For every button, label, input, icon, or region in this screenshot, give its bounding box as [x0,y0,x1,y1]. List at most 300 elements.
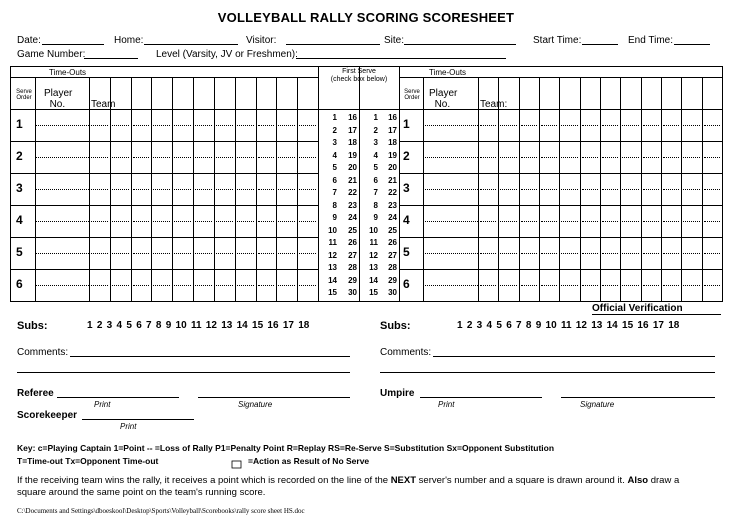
tally-dotted-left[interactable] [133,125,150,126]
running-score-right[interactable]: 29 [348,275,357,285]
tally-dotted-right[interactable] [704,253,720,254]
tally-dotted-right[interactable] [582,253,598,254]
tally-dotted-left[interactable] [91,221,108,222]
tally-dotted-right[interactable] [602,221,618,222]
tally-dotted-right[interactable] [622,157,638,158]
tally-dotted-right[interactable] [500,221,516,222]
running-score-right[interactable]: 24 [388,213,397,222]
tally-dotted-right[interactable] [561,253,577,254]
level-label: Level (Varsity, JV or Freshmen): [156,49,298,60]
running-score-left[interactable]: 3 [332,138,337,147]
tally-dotted-left[interactable] [112,253,129,254]
tally-dotted-left[interactable] [216,253,233,254]
tally-dotted-left[interactable] [299,189,316,190]
tally-dotted-left[interactable] [174,189,191,190]
tally-dotted-left[interactable] [133,285,150,286]
running-score-right[interactable]: 28 [348,263,357,272]
tally-dotted-left[interactable] [91,285,108,286]
serve-order-number-left: 3 [16,181,23,195]
tally-dotted-right[interactable] [622,285,638,286]
timeout-divider [89,77,90,109]
comments-left-line1[interactable] [70,346,350,357]
running-score-left[interactable]: 6 [373,175,378,185]
referee-signature-line[interactable] [198,387,350,398]
tally-dotted-right[interactable] [663,189,679,190]
tally-dotted-right[interactable] [561,189,577,190]
tally-dotted-left[interactable] [195,253,212,254]
tally-dotted-right[interactable] [521,189,537,190]
key-line2b: =Action as Result of No Serve [248,456,370,466]
row-divider-left [11,173,318,174]
start-time-field[interactable] [582,34,618,45]
tally-dotted-right[interactable] [602,285,618,286]
row-divider-left [11,205,318,206]
tally-column-left [235,77,236,301]
tally-dotted-left[interactable] [112,221,129,222]
column-divider [399,67,400,301]
running-score-right[interactable]: 16 [348,113,357,122]
tally-dotted-left[interactable] [237,125,254,126]
tally-dotted-right[interactable] [582,189,598,190]
tally-dotted-left[interactable] [91,157,108,158]
tally-dotted-right[interactable] [704,189,720,190]
official-verification-label: Official Verification [592,303,683,314]
site-label: Site: [384,35,405,46]
running-score-right[interactable]: 18 [348,138,357,147]
tally-dotted-left[interactable] [237,253,254,254]
tally-dotted-left[interactable] [153,189,170,190]
running-score-right[interactable]: 16 [388,113,397,122]
player-dotted-right[interactable] [423,125,478,126]
tally-column-right [681,77,682,301]
tally-dotted-right[interactable] [663,285,679,286]
running-score-left[interactable]: 12 [369,250,378,260]
instructions-line1: If the receiving team wins the rally, it receives a point which is recorded on the line of the NEXT server's number and a square is drawn around it. Also draw a [17,475,680,486]
tally-dotted-right[interactable] [704,157,720,158]
level-field[interactable] [296,48,506,59]
running-score-right[interactable]: 17 [388,125,397,135]
tally-dotted-right[interactable] [541,189,557,190]
row-divider-right [399,141,722,142]
tally-dotted-right[interactable] [602,157,618,158]
running-score-left[interactable]: 14 [328,275,337,285]
tally-dotted-right[interactable] [602,253,618,254]
tally-dotted-left[interactable] [258,157,275,158]
scorekeeper-label: Scorekeeper [17,410,78,421]
tally-column-left [151,77,152,301]
tally-dotted-left[interactable] [195,157,212,158]
running-score-left[interactable]: 1 [373,113,378,122]
serve-order-number-left: 1 [16,117,23,131]
tally-dotted-right[interactable] [622,189,638,190]
page-title: VOLLEYBALL RALLY SCORING SCORESHEET [217,10,515,25]
visitor-field[interactable] [286,34,380,45]
umpire-signature-line[interactable] [561,387,715,398]
timeout-divider [478,77,479,109]
running-score-left[interactable]: 5 [373,163,378,172]
running-score-left[interactable]: 13 [369,263,378,272]
serve-order-left: Serve Order [16,89,32,101]
player-dotted-left[interactable] [35,253,89,254]
player-dotted-right[interactable] [423,189,478,190]
tally-dotted-left[interactable] [195,221,212,222]
running-score-left[interactable]: 2 [373,125,378,135]
tally-column-right [620,77,621,301]
running-score-left[interactable]: 7 [373,188,378,197]
running-score-right[interactable]: 18 [388,138,397,147]
tally-column-right [559,77,560,301]
referee-print-line[interactable] [57,387,179,398]
tally-dotted-left[interactable] [112,125,129,126]
tally-dotted-left[interactable] [278,221,295,222]
tally-dotted-right[interactable] [582,125,598,126]
tally-dotted-right[interactable] [480,221,496,222]
running-score-left[interactable]: 6 [332,175,337,185]
tally-dotted-left[interactable] [216,285,233,286]
running-score-right[interactable]: 22 [348,188,357,197]
tally-dotted-left[interactable] [91,253,108,254]
tally-dotted-left[interactable] [174,157,191,158]
serve-order-number-left: 2 [16,149,23,163]
running-score-right[interactable]: 23 [348,200,357,210]
running-score-left[interactable]: 12 [328,250,337,260]
start-time-label: Start Time: [533,35,582,46]
running-score-left[interactable]: 13 [328,263,337,272]
running-score-left[interactable]: 11 [369,238,378,247]
tally-dotted-left[interactable] [112,157,129,158]
tally-dotted-left[interactable] [195,125,212,126]
umpire-label: Umpire [380,388,415,399]
running-score-left[interactable]: 8 [373,200,378,210]
player-divider-right [478,109,479,301]
tally-column-left [110,77,111,301]
player-dotted-left[interactable] [35,285,89,286]
running-score-right[interactable]: 22 [388,188,397,197]
tally-dotted-right[interactable] [500,285,516,286]
tally-dotted-right[interactable] [480,157,496,158]
tally-dotted-right[interactable] [561,157,577,158]
tally-dotted-left[interactable] [174,285,191,286]
serve-order-number-right: 2 [403,149,410,163]
referee-label: Referee [17,388,54,399]
tally-column-right [661,77,662,301]
tally-dotted-right[interactable] [561,285,577,286]
running-score-left[interactable]: 9 [373,213,378,222]
player-dotted-right[interactable] [423,285,478,286]
tally-column-left [214,77,215,301]
tally-column-right [519,77,520,301]
running-score-right[interactable]: 19 [388,150,397,160]
player-dotted-right[interactable] [423,157,478,158]
tally-dotted-right[interactable] [704,221,720,222]
tally-dotted-right[interactable] [663,221,679,222]
tally-dotted-right[interactable] [643,285,659,286]
tally-dotted-right[interactable] [480,189,496,190]
tally-dotted-right[interactable] [683,285,699,286]
tally-dotted-left[interactable] [216,221,233,222]
running-score-right[interactable]: 25 [348,225,357,235]
team-right-label: Team: [480,99,508,110]
game-number-field[interactable] [84,48,138,59]
umpire-signature-caption: Signature [580,400,615,409]
row-divider-left [11,269,318,270]
tally-dotted-right[interactable] [643,189,659,190]
tally-dotted-left[interactable] [258,285,275,286]
comments-right-label: Comments: [380,347,432,358]
tally-dotted-right[interactable] [500,125,516,126]
tally-dotted-right[interactable] [683,221,699,222]
player-divider-left [89,109,90,301]
tally-dotted-left[interactable] [195,189,212,190]
running-score-left[interactable]: 9 [332,213,337,222]
player-dotted-left[interactable] [35,157,89,158]
running-score-left[interactable]: 4 [373,150,378,160]
tally-dotted-right[interactable] [683,125,699,126]
tally-dotted-right[interactable] [622,221,638,222]
tally-dotted-left[interactable] [91,189,108,190]
first-serve-label: First Serve (check box below) [330,68,388,83]
tally-dotted-left[interactable] [153,253,170,254]
running-score-right[interactable]: 19 [348,150,357,160]
tally-dotted-right[interactable] [521,157,537,158]
tally-dotted-right[interactable] [500,157,516,158]
running-score-left[interactable]: 11 [328,238,337,247]
tally-dotted-left[interactable] [299,125,316,126]
official-verification-line[interactable] [592,314,721,315]
tally-dotted-left[interactable] [112,285,129,286]
timeouts-left-label: Time-Outs [49,68,87,77]
tally-dotted-left[interactable] [133,253,150,254]
tally-dotted-right[interactable] [683,189,699,190]
running-score-left[interactable]: 10 [369,225,378,235]
row-divider-right [399,205,722,206]
tally-dotted-left[interactable] [153,285,170,286]
running-score-right[interactable]: 28 [388,263,397,272]
date-field[interactable] [42,34,104,45]
tally-column-right [580,77,581,301]
tally-dotted-right[interactable] [521,285,537,286]
tally-column-left [193,77,194,301]
key-line2a: T=Time-out Tx=Opponent Time-out [17,456,159,466]
comments-left-label: Comments: [17,347,69,358]
tally-dotted-left[interactable] [237,157,254,158]
player-dotted-right[interactable] [423,221,478,222]
tally-dotted-left[interactable] [258,189,275,190]
player-dotted-left[interactable] [35,221,89,222]
comments-right-line2[interactable] [380,362,715,373]
tally-dotted-left[interactable] [153,125,170,126]
tally-column-left [172,77,173,301]
tally-dotted-right[interactable] [643,157,659,158]
tally-dotted-right[interactable] [663,253,679,254]
tally-dotted-right[interactable] [622,125,638,126]
running-score-left[interactable]: 8 [332,200,337,210]
tally-dotted-right[interactable] [643,125,659,126]
tally-dotted-right[interactable] [521,253,537,254]
comments-right-line1[interactable] [433,346,715,357]
tally-dotted-left[interactable] [216,189,233,190]
instructions-line2: square around the same point on the team's running score. [17,487,266,498]
running-score-left[interactable]: 1 [332,113,337,122]
running-score-right[interactable]: 17 [348,125,357,135]
tally-column-right [600,77,601,301]
tally-dotted-left[interactable] [216,125,233,126]
tally-dotted-left[interactable] [299,221,316,222]
tally-column-left [131,77,132,301]
subs-left-numbers[interactable]: 1 2 3 4 5 6 7 8 9 10 11 12 13 14 15 16 17 18 [87,320,310,331]
tally-dotted-right[interactable] [480,253,496,254]
running-score-right[interactable]: 26 [348,238,357,247]
comments-left-line2[interactable] [17,362,350,373]
running-score-left[interactable]: 2 [332,125,337,135]
tally-dotted-left[interactable] [278,285,295,286]
tally-dotted-left[interactable] [133,189,150,190]
no-serve-symbol [231,456,243,465]
tally-dotted-right[interactable] [521,125,537,126]
player-dotted-left[interactable] [35,189,89,190]
end-time-field[interactable] [674,34,710,45]
running-score-right[interactable]: 29 [388,275,397,285]
tally-dotted-right[interactable] [500,253,516,254]
tally-dotted-right[interactable] [582,221,598,222]
player-dotted-right[interactable] [423,253,478,254]
tally-dotted-left[interactable] [195,285,212,286]
site-field[interactable] [404,34,516,45]
tally-dotted-right[interactable] [582,157,598,158]
player-no-right: Player No. [429,88,458,110]
tally-dotted-left[interactable] [299,253,316,254]
running-score-left[interactable]: 5 [332,163,337,172]
running-score-right[interactable]: 24 [348,213,357,222]
tally-dotted-right[interactable] [704,125,720,126]
tally-dotted-left[interactable] [153,221,170,222]
tally-dotted-right[interactable] [500,189,516,190]
tally-dotted-right[interactable] [622,253,638,254]
tally-dotted-right[interactable] [663,157,679,158]
umpire-print-line[interactable] [420,387,542,398]
running-score-right[interactable]: 30 [348,288,357,297]
tally-dotted-left[interactable] [278,253,295,254]
tally-dotted-left[interactable] [153,157,170,158]
footer-file-path: C:\Documents and Settings\dboeskool\Desktop\Sports\Volleyball\Scorebooks\rally score sheet HS.doc [17,507,305,515]
tally-dotted-right[interactable] [704,285,720,286]
running-score-right[interactable]: 26 [388,238,397,247]
serve-order-number-left: 5 [16,245,23,259]
running-score-right[interactable]: 27 [388,250,397,260]
tally-dotted-left[interactable] [258,125,275,126]
tally-dotted-right[interactable] [561,221,577,222]
player-dotted-left[interactable] [35,125,89,126]
tally-dotted-left[interactable] [216,157,233,158]
tally-dotted-right[interactable] [683,253,699,254]
tally-dotted-left[interactable] [237,285,254,286]
running-score-left[interactable]: 4 [332,150,337,160]
running-score-right[interactable]: 21 [388,175,397,185]
tally-dotted-right[interactable] [643,253,659,254]
tally-dotted-left[interactable] [299,285,316,286]
game-number-label: Game Number: [17,49,86,60]
tally-column-right [702,77,703,301]
player-no-left: Player No. [44,88,73,110]
home-field[interactable] [144,34,238,45]
tally-dotted-right[interactable] [521,221,537,222]
tally-dotted-right[interactable] [602,125,618,126]
serve-order-number-right: 1 [403,117,410,131]
subs-right-label: Subs: [380,320,411,332]
running-score-left[interactable]: 7 [332,188,337,197]
tally-dotted-right[interactable] [602,189,618,190]
column-divider [359,67,360,301]
tally-dotted-right[interactable] [541,253,557,254]
running-score-right[interactable]: 25 [388,225,397,235]
running-score-left[interactable]: 15 [369,288,378,297]
tally-dotted-left[interactable] [299,157,316,158]
tally-dotted-left[interactable] [278,189,295,190]
running-score-left[interactable]: 10 [328,225,337,235]
tally-dotted-right[interactable] [480,285,496,286]
tally-dotted-left[interactable] [91,125,108,126]
tally-dotted-left[interactable] [237,189,254,190]
serve-order-right: Serve Order [404,89,420,101]
tally-dotted-left[interactable] [237,221,254,222]
tally-dotted-left[interactable] [133,221,150,222]
tally-dotted-right[interactable] [541,157,557,158]
column-divider [318,67,319,301]
tally-dotted-right[interactable] [561,125,577,126]
tally-dotted-left[interactable] [133,157,150,158]
tally-dotted-left[interactable] [112,189,129,190]
running-score-right[interactable]: 20 [388,163,397,172]
umpire-print-caption: Print [438,400,455,409]
row-divider-left [11,141,318,142]
running-score-right[interactable]: 21 [348,175,357,185]
team-left-label: Team [91,99,116,110]
running-score-left[interactable]: 15 [328,288,337,297]
tally-dotted-left[interactable] [258,221,275,222]
row-divider-left [11,237,318,238]
tally-dotted-left[interactable] [174,125,191,126]
running-score-left[interactable]: 14 [369,275,378,285]
tally-dotted-right[interactable] [541,221,557,222]
running-score-left[interactable]: 3 [373,138,378,147]
serve-order-number-right: 6 [403,277,410,291]
tally-dotted-left[interactable] [174,253,191,254]
tally-dotted-left[interactable] [258,253,275,254]
subs-right-numbers[interactable]: 1 2 3 4 5 6 7 8 9 10 11 12 13 14 15 16 17 18 [457,320,680,331]
tally-dotted-right[interactable] [663,125,679,126]
scorekeeper-print-caption: Print [120,422,137,431]
tally-dotted-right[interactable] [541,125,557,126]
serve-order-number-right: 4 [403,213,410,227]
tally-dotted-right[interactable] [643,221,659,222]
tally-dotted-left[interactable] [174,221,191,222]
scorekeeper-print-line[interactable] [82,409,194,420]
timeouts-right-label: Time-Outs [429,68,467,77]
tally-dotted-left[interactable] [278,157,295,158]
serve-order-number-right: 3 [403,181,410,195]
running-score-right[interactable]: 23 [388,200,397,210]
running-score-right[interactable]: 27 [348,250,357,260]
running-score-right[interactable]: 30 [388,288,397,297]
tally-dotted-left[interactable] [278,125,295,126]
tally-dotted-right[interactable] [683,157,699,158]
tally-dotted-right[interactable] [541,285,557,286]
key-line1: Key: c=Playing Captain 1=Point -- =Loss of Rally P1=Penalty Point R=Replay RS=Re-Serve S=Substitution Sx=Opponent Substitution [17,443,555,453]
running-score-right[interactable]: 20 [348,163,357,172]
tally-dotted-right[interactable] [480,125,496,126]
tally-dotted-right[interactable] [582,285,598,286]
referee-signature-caption: Signature [238,400,273,409]
